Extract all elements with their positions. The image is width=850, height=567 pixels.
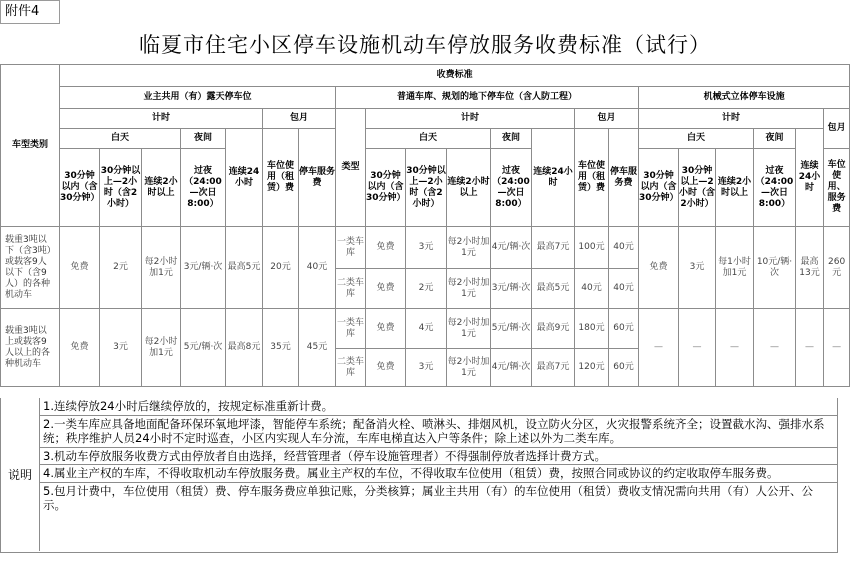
table-cell: —	[824, 309, 850, 387]
table-cell: 180元	[575, 309, 609, 349]
table-cell: 免费	[639, 227, 679, 309]
garage-type-cell: 二类车库	[336, 349, 366, 387]
table-cell: 最高7元	[532, 227, 575, 269]
garage-type-cell: 一类车库	[336, 309, 366, 349]
garage-type-cell: 二类车库	[336, 269, 366, 309]
table-cell: 每2小时加1元	[142, 309, 181, 387]
section-b-timed-header: 计时	[366, 109, 575, 129]
table-cell: 40元	[299, 227, 336, 309]
fee-table	[0, 64, 850, 387]
table-cell: 3元	[100, 309, 142, 387]
section-c-col-overnight: 过夜（24:00—次日8:00）	[754, 149, 796, 227]
table-cell: 每2小时加1元	[447, 269, 491, 309]
section-c-col-rent: 车位使用、服务费	[824, 149, 850, 227]
section-b-col-2h-plus: 连续2小时以上	[447, 149, 491, 227]
note-item: 5.包月计费中，车位使用（租赁）费、停车服务费应单独记账，分类核算；属业主共用（有）的车位使用（租赁）费收支情况需向共用（有）人公开、公示。	[43, 483, 813, 512]
notes-body	[40, 398, 837, 514]
table-cell: —	[716, 309, 754, 387]
section-c-col-30-2h: 30分钟以上—2小时（含2小时）	[679, 149, 716, 227]
table-row	[1, 227, 850, 269]
table-cell: 3元	[406, 349, 447, 387]
table-cell: —	[679, 309, 716, 387]
note-item: 4.属业主产权的车库，不得收取机动车停放服务费。属业主产权的车位，不得收取车位使用（租赁）费，按照合同或协议的约定收取停车服务费。	[40, 465, 837, 483]
table-cell: 60元	[609, 309, 639, 349]
table-cell: 最高5元	[226, 227, 263, 309]
table-cell: 每2小时加1元	[142, 227, 181, 309]
type-column-header: 类型	[336, 109, 366, 227]
table-cell: 20元	[263, 227, 299, 309]
section-a-col-rent: 车位使用（租赁）费	[263, 129, 299, 227]
table-cell: 40元	[575, 269, 609, 309]
table-cell: 40元	[609, 269, 639, 309]
table-cell: 免费	[366, 269, 406, 309]
table-cell: 3元/辆·次	[491, 269, 532, 309]
section-b-col-24h: 连续24小时	[532, 129, 575, 227]
table-cell: 免费	[60, 227, 100, 309]
table-cell: 5元/辆·次	[491, 309, 532, 349]
table-cell: 40元	[609, 227, 639, 269]
table-cell: 最高7元	[532, 349, 575, 387]
page-title: 临夏市住宅小区停车设施机动车停放服务收费标准（试行）	[139, 33, 711, 57]
section-c-col-24h: 连续24小时	[796, 129, 824, 227]
table-cell: 4元	[406, 309, 447, 349]
notes-section	[0, 398, 838, 553]
table-cell: 免费	[60, 309, 100, 387]
table-cell: —	[639, 309, 679, 387]
table-cell: 免费	[366, 309, 406, 349]
table-cell: 120元	[575, 349, 609, 387]
section-a-header: 业主共用（有）露天停车位	[60, 87, 336, 109]
table-cell: 260元	[824, 227, 850, 309]
table-cell: 2元	[100, 227, 142, 309]
table-cell: 3元	[679, 227, 716, 309]
vehicle-type-header: 车型类别	[1, 65, 60, 227]
table-cell: 最高9元	[532, 309, 575, 349]
section-a-col-overnight: 过夜（24:00—次日8:00）	[181, 149, 226, 227]
vehicle-type-cell: 载重3吨以下（含3吨）或载客9人以下（含9人）的各种机动车	[1, 227, 60, 309]
section-b-header: 普通车库、规划的地下停车位（含人防工程）	[336, 87, 639, 109]
section-a-night-header: 夜间	[181, 129, 226, 149]
table-cell: 3元/辆·次	[181, 227, 226, 309]
section-b-col-30-2h: 30分钟以上—2小时（含2小时）	[406, 149, 447, 227]
section-c-col-30: 30分钟以内（含30分钟）	[639, 149, 679, 227]
section-b-night-header: 夜间	[491, 129, 532, 149]
table-cell: 4元/辆·次	[491, 227, 532, 269]
section-a-col-30-2h: 30分钟以上—2小时（含2小时）	[100, 149, 142, 227]
table-cell: 每2小时加1元	[447, 309, 491, 349]
table-cell: 免费	[366, 227, 406, 269]
section-c-header: 机械式立体停车设施	[639, 87, 850, 109]
section-b-col-30: 30分钟以内（含30分钟）	[366, 149, 406, 227]
attachment-label: 附件4	[0, 0, 60, 24]
table-cell: 100元	[575, 227, 609, 269]
section-c-night-header: 夜间	[754, 129, 796, 149]
table-cell: 2元	[406, 269, 447, 309]
section-a-daytime-header: 白天	[60, 129, 181, 149]
section-a-col-2h-plus: 连续2小时以上	[142, 149, 181, 227]
table-cell: —	[796, 309, 824, 387]
section-c-daytime-header: 白天	[639, 129, 754, 149]
table-cell: 每2小时加1元	[447, 227, 491, 269]
section-b-col-rent: 车位使用（租赁）费	[575, 129, 609, 227]
section-a-col-30: 30分钟以内（含30分钟）	[60, 149, 100, 227]
section-c-col-2h-plus: 连续2小时以上	[716, 149, 754, 227]
garage-type-cell: 一类车库	[336, 227, 366, 269]
table-cell: 5元/辆·次	[181, 309, 226, 387]
table-cell: 35元	[263, 309, 299, 387]
table-cell: 每1小时加1元	[716, 227, 754, 309]
fee-standard-header: 收费标准	[60, 65, 850, 87]
table-cell: 免费	[366, 349, 406, 387]
table-cell: 4元/辆·次	[491, 349, 532, 387]
section-c-timed-header: 计时	[639, 109, 824, 129]
table-cell: 10元/辆·次	[754, 227, 796, 309]
notes-label: 说明	[1, 398, 40, 551]
note-item: 1.连续停放24小时后继续停放的，按规定标准重新计费。	[40, 398, 837, 416]
section-a-col-service: 停车服务费	[299, 129, 336, 227]
vehicle-type-cell: 载重3吨以上或载客9人以上的各种机动车	[1, 309, 60, 387]
section-b-daytime-header: 白天	[366, 129, 491, 149]
section-b-col-overnight: 过夜（24:00—次日8:00）	[491, 149, 532, 227]
table-cell: 每2小时加1元	[447, 349, 491, 387]
note-item: 3.机动车停放服务收费方式由停放者自由选择，经营管理者（停车设施管理者）不得强制停放者选择计费方式。	[40, 448, 837, 466]
table-cell: 60元	[609, 349, 639, 387]
note-item: 2.一类车库应具备地面配备环保环氧地坪漆，智能停车系统；配备消火栓、喷淋头、排烟风机，设立防火分区，火灾报警系统齐全；设置截水沟、强排水系统；秩序维护人员24小时不定时巡查，小区内实现人车分流，车库电梯直达入户等条件；除上述以外为二类车库。	[40, 416, 837, 448]
table-cell: 最高5元	[532, 269, 575, 309]
table-row	[1, 309, 850, 349]
section-c-monthly-header: 包月	[824, 109, 850, 149]
table-cell: 3元	[406, 227, 447, 269]
table-cell: 最高13元	[796, 227, 824, 309]
section-b-col-service: 停车服务费	[609, 129, 639, 227]
table-cell: 最高8元	[226, 309, 263, 387]
section-a-timed-header: 计时	[60, 109, 263, 129]
section-a-monthly-header: 包月	[263, 109, 336, 129]
section-b-monthly-header: 包月	[575, 109, 639, 129]
table-cell: 45元	[299, 309, 336, 387]
table-cell: —	[754, 309, 796, 387]
section-a-col-24h: 连续24小时	[226, 129, 263, 227]
